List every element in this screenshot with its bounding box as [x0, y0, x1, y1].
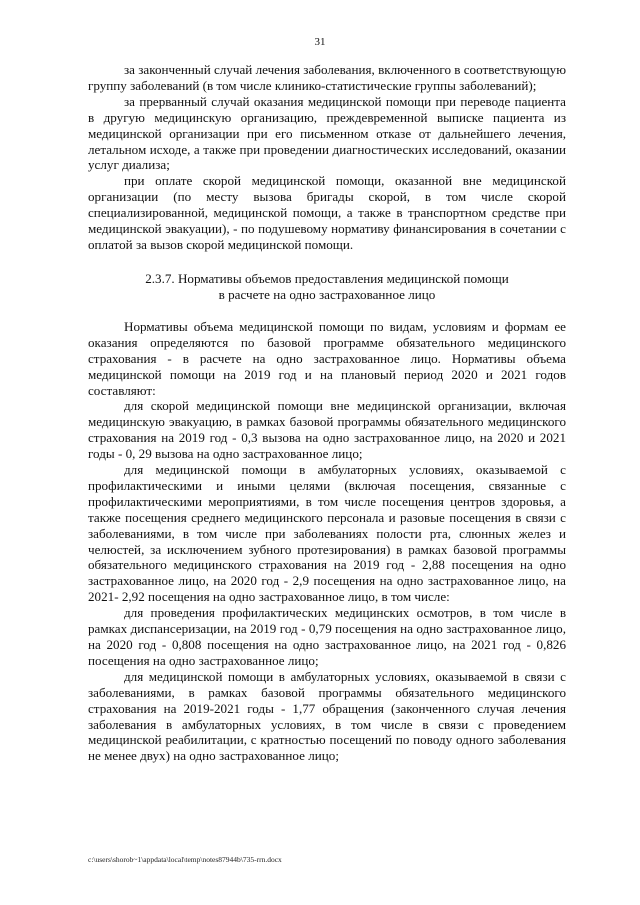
paragraph-volume-norms-intro: Нормативы объема медицинской помощи по видам, условиям и формам ее оказания определяются по базовой программе обязательного медицинского страхования - в расчете на одно застрахованное лицо. Нормативы объема медицинской помощи на 2019 год и на плановый период 2020 и 2021 годов составляют: [88, 318, 566, 398]
footer-file-path: c:\users\shorob~1\appdata\local\temp\notes87944b\735-rrn.docx [88, 855, 282, 864]
document-body [88, 62, 566, 764]
paragraph-preventive-checkups-norms: для проведения профилактических медицинских осмотров, в том числе в рамках диспансеризации, на 2019 год - 0,79 посещения на одно застрахованное лицо, на 2020 год - 0,808 посещения на одно застрахованное лицо, на 2021 год - 0,826 посещения на одно застрахованное лицо; [88, 605, 566, 668]
paragraph-outpatient-preventive-norms: для медицинской помощи в амбулаторных условиях, оказываемой с профилактическими и иными целями (включая посещения, связанные с профилактическими мероприятиями, в том числе посещения центров здоровья, а также посещения среднего медицинского персонала и разовые посещения в связи с заболеваниями, в том числе при заболеваниях полости рта, слюнных желез и челюстей, за исключением зубного протезирования) в рамках базовой программы обязательного медицинского страхования на 2019 год - 2,88 посещения на одно застрахованное лицо, на 2020 год - 2,9 посещения на одно застрахованное лицо, на 2021- 2,92 посещения на одно застрахованное лицо, в том числе: [88, 462, 566, 605]
paragraph-interrupted-case: за прерванный случай оказания медицинской помощи при переводе пациента в другую медицинскую организацию, преждевременной выписке пациента из медицинской организации при его письменном отказе от дальнейшего лечения, летальном исходе, а также при проведении диагностических исследований, оказании услуг диализа; [88, 93, 566, 173]
section-heading-line-2: в расчете на одно застрахованное лицо [218, 286, 436, 302]
paragraph-outpatient-disease-norms: для медицинской помощи в амбулаторных условиях, оказываемой в связи с заболеваниями, в рамках базовой программы обязательного медицинского страхования на 2019-2021 годы - 1,77 обращения (законченного случая лечения заболевания в амбулаторных условиях, в том числе в связи с проведением медицинской реабилитации, с кратностью посещений по поводу одного заболевания не менее двух) на одно застрахованное лицо; [88, 668, 566, 764]
page-number: 31 [314, 36, 326, 48]
paragraph-ambulance-payment: при оплате скорой медицинской помощи, оказанной вне медицинской организации (по месту вызова бригады скорой, в том числе скорой специализированной, медицинской помощи, а также в транспортном средстве при медицинской эвакуации), - по подушевому нормативу финансирования в сочетании с оплатой за вызов скорой медицинской помощи. [88, 173, 566, 252]
section-heading [88, 271, 566, 303]
paragraph-completed-case: за законченный случай лечения заболевания, включенного в соответствующую группу заболеваний (в том числе клинико-статистические группы заболеваний); [88, 62, 566, 93]
section-heading-line-1: 2.3.7. Нормативы объемов предоставления медицинской помощи [145, 270, 509, 286]
paragraph-ambulance-norms: для скорой медицинской помощи вне медицинской организации, включая медицинскую эвакуацию, в рамках базовой программы обязательного медицинского страхования на 2019 год - 0,3 вызова на одно застрахованное лицо, на 2020 и 2021 годы - 0, 29 вызова на одно застрахованное лицо; [88, 398, 566, 462]
